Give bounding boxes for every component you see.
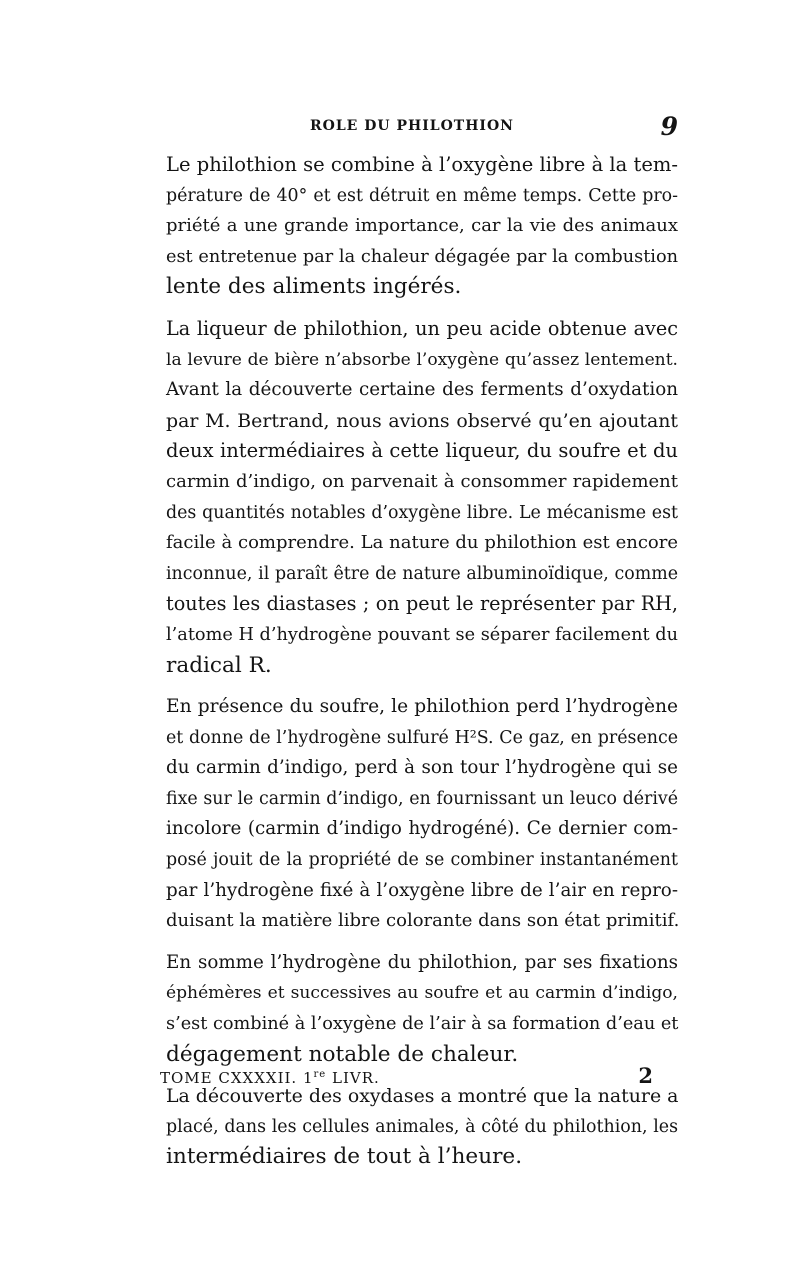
text-line: carmin d’indigo, on parvenait à consommer rapidement [166, 470, 678, 492]
text-line: duisant la matière libre colorante dans son état primitif. [166, 910, 680, 932]
paragraph-4 [146, 948, 678, 1070]
text-line: éphémères et successives au soufre et au carmin d’indigo, [166, 983, 678, 1004]
text-line: lente des aliments ingérés. [166, 274, 462, 300]
paragraph-3 [146, 692, 678, 937]
paragraph-2 [146, 314, 678, 681]
text-line: pérature de 40° et est détruit en même temps. Cette pro- [166, 185, 678, 206]
page-number: 9 [660, 112, 678, 141]
running-title: ROLE DU PHILOTHION [310, 118, 514, 134]
text-line: incolore (carmin d’indigo hydrogéné). Ce dernier com- [166, 818, 678, 840]
text-line: du carmin d’indigo, perd à son tour l’hydrogène qui se [166, 757, 678, 779]
body-text [146, 150, 678, 1184]
text-line: facile à comprendre. La nature du philothion est encore [166, 532, 678, 554]
text-line: radical R. [166, 652, 272, 678]
text-line: deux intermédiaires à cette liqueur, du soufre et du [166, 439, 678, 463]
text-line: dégagement notable de chaleur. [166, 1041, 519, 1067]
text-line: posé jouit de la propriété de se combiner instantanément [166, 850, 678, 871]
text-line: par M. Bertrand, nous avions observé qu’en ajoutant [166, 409, 678, 432]
text-line: intermédiaires de tout à l’heure. [166, 1144, 523, 1170]
text-line: En somme l’hydrogène du philothion, par ses fixations [166, 951, 678, 973]
text-line: l’atome H d’hydrogène pouvant se séparer facilement du [166, 624, 678, 645]
text-line: priété a une grande importance, car la vie des animaux [166, 215, 678, 237]
text-line: La découverte des oxydases a montré que la nature a [166, 1085, 679, 1108]
text-line: inconnue, il paraît être de nature albuminoïdique, comme [166, 563, 678, 584]
footer-signature-line [160, 1063, 654, 1093]
running-head [146, 114, 678, 144]
livraison-label: LIVR. [326, 1069, 380, 1087]
text-line: fixe sur le carmin d’indigo, en fournissant un leuco dérivé [166, 788, 678, 809]
text-line: Avant la découverte certaine des ferments d’oxydation [166, 379, 678, 401]
text-line: la levure de bière n’absorbe l’oxygène qu’assez lentement. [166, 349, 678, 370]
text-line: est entretenue par la chaleur dégagée par la combustion [166, 246, 678, 267]
tome-number: TOME CXXXXII. 1 [160, 1069, 314, 1087]
sheet-signature: 2 [638, 1063, 654, 1088]
text-line: des quantités notables d’oxygène libre. Le mécanisme est [166, 502, 678, 523]
text-line: par l’hydrogène fixé à l’oxygène libre de l’air en repro- [166, 879, 678, 901]
tome-superscript: re [313, 1069, 327, 1080]
tome-label [160, 1069, 380, 1087]
text-line: et donne de l’hydrogène sulfuré H²S. Ce gaz, en présence [166, 727, 678, 748]
text-line: s’est combiné à l’oxygène de l’air à sa formation d’eau et [166, 1014, 679, 1035]
text-line: La liqueur de philothion, un peu acide obtenue avec [166, 316, 678, 340]
text-line: toutes les diastases ; on peut le représenter par RH, [166, 592, 678, 616]
paragraph-1 [146, 150, 678, 303]
text-line: Le philothion se combine à l’oxygène libre à la tem- [166, 153, 678, 176]
text-line: placé, dans les cellules animales, à côté du philothion, les [166, 1116, 678, 1137]
text-line: En présence du soufre, le philothion perd l’hydrogène [166, 696, 678, 718]
paragraph-5 [146, 1081, 678, 1173]
